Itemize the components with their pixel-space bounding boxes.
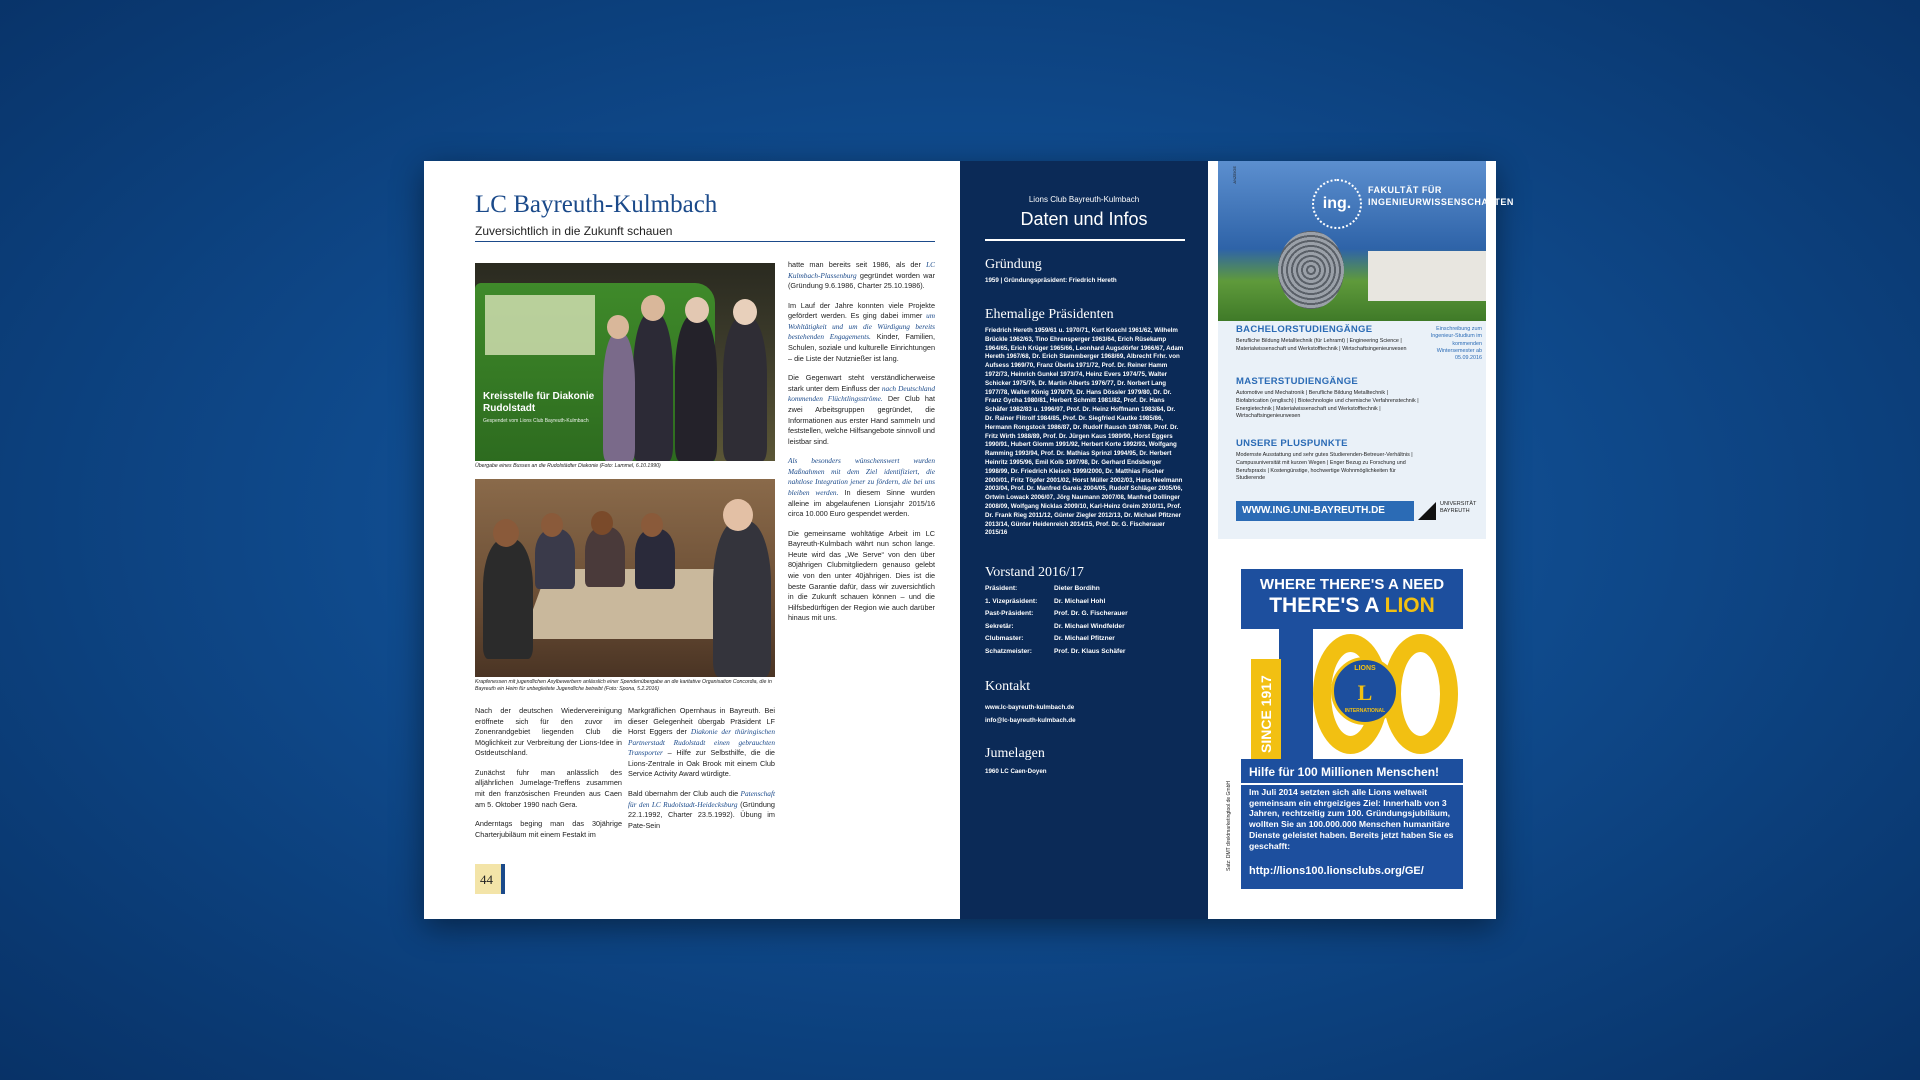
vorstand-list: [985, 585, 1185, 660]
university-logo-icon: [1418, 502, 1436, 520]
university-url-link[interactable]: WWW.ING.UNI-BAYREUTH.DE: [1236, 501, 1414, 521]
lions-ad-headline-2: THERE'S A LION: [1269, 594, 1435, 617]
ing-logo-icon: ing.: [1312, 179, 1362, 229]
master-text: Automotive und Mechatronik | Berufliche Bildung Metalltechnik | Biofabrication (englisch) | Biotechnologie und chemische Verfahrenstechnik | Energietechnik | Materialwissenschaft und Werkstofftechnik | Wirtschaftsingenieurwesen: [1236, 390, 1419, 420]
title-divider: [475, 241, 935, 242]
article-title: LC Bayreuth-Kulmbach: [475, 191, 718, 218]
photo-caption-2: Krapfenessen mit jugendlichen Asylbewerbern anlässlich einer Spendenübergabe an die karitative Organisation Concordia, die in Bayreuth ein Heim für unbegleitete Jugendliche betreibt (Foto: Spona, 5.2.2016): [475, 679, 772, 692]
vorstand-row: Sekretär: Dr. Michael Windfelder: [985, 622, 1125, 630]
vorstand-heading: Vorstand 2016/17: [985, 565, 1084, 580]
kontakt-email-link[interactable]: info@lc-bayreuth-kulmbach.de: [985, 717, 1076, 724]
pluspunkte-heading: UNSERE PLUSPUNKTE: [1236, 438, 1348, 449]
info-title-rule: [985, 239, 1185, 241]
vorstand-row: Präsident: Dieter Bordihn: [985, 585, 1100, 592]
article-subtitle: Zuversichtlich in die Zukunft schauen: [475, 224, 673, 238]
vorstand-row: Clubmaster: Dr. Michael Pfitzner: [985, 635, 1115, 642]
campus-photo: [1218, 161, 1514, 321]
page-number: 44: [475, 864, 501, 894]
praesidenten-text: Friedrich Hereth 1959/61 u. 1970/71, Kurt Koschl 1961/62, Wilhelm Brückle 1962/63, Tino Ehrensperger 1963/64, Erich Rüsekamp 1964/65, Erich Krüger 1965/66, Leonhard Augsdörfer 1966/67, Adam Hereth 1967/68, Dr. Erich Stammberger 1968/69, Albrecht Frhr. von Aufsess 1969/70, Franz Überla 1971/72, Prof. Dr. Reiner Hamm 1972/73, Heinrich Gunkel 1973/74, Heinz Evers 1974/75, Walter Schicker 1975/76, Dr. Martin Alberts 1976/77, Dr. Norbert Lang 1977/78, Walter König 1978/79, Dr. Hans Dössler 1979/80, Dr. Dr. Franz Gycha 1980/81, Herbert Schmitt 1981/82, Prof. Dr. Hans Schäfer 1982/83 u. 1996/97, Prof. Dr. Heinz Hoffmann 1983/84, Dr. Dr. Rainer Flitrolf 1984/85, Prof. Dr. Siegfried Kautke 1985/86, Hermann Rongstock 1986/87, Dr. Rudolf Rausch 1987/88, Prof. Dr. Fritz Wirth 1988/89, Prof. Dr. Jürgen Kaus 1989/90, Horst Eggers 1990/91, Hubert Glomm 1991/92, Herbert Korte 1992/93, Wolfgang Ramming 1993/94, Prof. Dr. Mathias Sprinzl 1994/95, Dr. Herbert Heinritz 1995/96, Emil Kolb 1997/98, Dr. Gerhard Endsberger 1998/99, Dr. Friedrich Kleisch 1999/2000, Dr. Matthias Fischer 2000/01, Fritz Töpfer 2001/02, Horst Müller 2002/03, Hans Neelmann 2003/04, Prof. Dr. Manfred Gareis 2004/05, Rudolf Schläger 2005/06, Ortwin Lowack 2006/07, Jörg Naumann 2007/08, Manfred Dollinger 2008/09, Wolfgang Nicklas 2009/10, Karl-Heinz Greim 2010/11, Prof. Dr. Frank Rieg 2011/12, Günter Ziegler 2012/13, Dr. Michael Pfitzner 2013/14, Günter Heidenreich 2014/15, Prof. Dr. G. Fischerauer 2015/16: [985, 327, 1184, 537]
campus-sculpture: [1278, 231, 1344, 309]
ad-label: ANZEIGE: [1232, 166, 1237, 184]
gruendung-text: 1959 | Gründungspräsident: Friedrich Hereth: [985, 277, 1117, 284]
kontakt-heading: Kontakt: [985, 679, 1031, 694]
vorstand-row: Past-Präsident: Prof. Dr. G. Fischerauer: [985, 610, 1128, 617]
lions-ad-body: Im Juli 2014 setzten sich alle Lions weltweit gemeinsam ein ehrgeiziges Ziel: Innerhalb von 3 Jahren, rechtzeitig zum 100. Gründungsjubiläum, wollten Sie an 100.000.000 Menschen humanitäre Dienste geleistet haben. Bereits jetzt haben Sie es geschafft:: [1249, 787, 1454, 851]
bachelor-heading: BACHELORSTUDIENGÄNGE: [1236, 324, 1373, 335]
vorstand-row: Schatzmeister: Prof. Dr. Klaus Schäfer: [985, 647, 1126, 655]
photo-caption-1: Übergabe eines Busses an die Rudolstädter Diakonie (Foto: Lammel, 6.10.1990): [475, 463, 661, 469]
info-title: Daten und Infos: [1020, 209, 1148, 229]
digit-one-shape: [1279, 629, 1313, 759]
gruendung-heading: Gründung: [985, 257, 1042, 272]
lions-emblem-icon: LIONS L INTERNATIONAL: [1331, 657, 1399, 725]
magazine-spread: [424, 161, 1514, 919]
since-label: SINCE 1917: [1258, 675, 1274, 753]
jumelagen-text: 1960 LC Caen-Doyen: [985, 768, 1047, 775]
vorstand-row: 1. Vizepräsident: Dr. Michael Hohl: [985, 597, 1106, 605]
lions-ad-rule: [1241, 783, 1463, 785]
print-credit: Satz: DMT direktmarketingtool.de GmbH: [1226, 781, 1232, 871]
faculty-name: FAKULTÄT FÜR INGENIEURWISSENSCHAFTEN: [1368, 185, 1514, 207]
article-page: [424, 161, 960, 919]
campus-building: [1368, 251, 1486, 301]
article-column-2: Markgräflichen Opernhaus in Bayreuth. Bei dieser Gelegenheit übergab Präsident LF Horst Eggers der Diakonie der thüringischen Partnerstadt Rudolstadt einen gebrauchten Transporter – Hilfe zur Selbsthilfe, die die Lions-Zentrale in Oak Brook mit einem Club Service Activity Award würdigte. Bald übernahm der Club auch die Patenschaft für den LC Rudolstadt-Heidecksburg (Gründung 22.1.1992, Charter 23.5.1992). Übung im Pate-Sein: [628, 706, 775, 830]
kontakt-website-link[interactable]: www.lc-bayreuth-kulmbach.de: [985, 704, 1075, 711]
university-ad: [1218, 161, 1514, 539]
jumelagen-heading: Jumelagen: [985, 746, 1045, 761]
article-column-3: hatte man bereits seit 1986, als der LC Kulmbach-Plassenburg gegründet worden war (Gründung 9.6.1986, Charter 25.10.1986). Im Lauf der Jahre konnten viele Projekte gefördert werden. Es ging dabei immer um Wohltätigkeit und um die Würdigung bereits bestehenden Engagements. Kinder, Familien, Schulen, soziale und kulturelle Einrichtungen – die Liste der Nutznießer ist lang. Die Gegenwart steht verständlicherweise stark unter dem Einfluss der nach Deutschland kommenden Flüchtlingsströme. Der Club hat zwei Arbeitsgruppen gegründet, die Informationen aus erster Hand sammeln und feststellen, welche Hilfsangebote sinnvoll und leistbar sind. Als besonders wünschenswert wurden Maßnahmen mit dem Ziel identifiziert, die nahtlose Integration jener zu fördern, die bei uns bleiben werden. In diesem Sinne wurden alleine im abgelaufenen Lionsjahr 2015/16 circa 10.000 Euro gespendet werden. Die gemeinsame wohltätige Arbeit im LC Bayreuth-Kulmbach währt nun schon lange. Heute wird das „We Serve“ von den über 80jährigen Clubmitgliedern genauso gelebt wie von den unter 40jährigen. Dies ist die beste Garantie dafür, dass wir zuversichtlich in die Zukunft schauen können – und die Hilfsbedürftigen der Region wie auch darüber hinaus mit uns.: [788, 260, 936, 623]
ads-page: [1208, 161, 1514, 919]
university-logo: UNIVERSITÄT BAYREUTH: [1418, 501, 1490, 521]
bachelor-text: Berufliche Bildung Metalltechnik (für Lehramt) | Engineering Science | Materialwissenschaft und Werkstofftechnik | Wirtschaftsingenieurwesen: [1236, 338, 1407, 352]
info-kicker: Lions Club Bayreuth-Kulmbach: [1028, 195, 1140, 204]
pluspunkte-text: Modernste Ausstattung und sehr gutes Studierenden-Betreuer-Verhältnis | Campusuniversität mit kurzen Wegen | Enger Bezug zu Forschung und Berufspraxis | Kostengünstige, hochwertige Wohnmöglichkeiten für Studierende: [1236, 452, 1413, 482]
bus-label: Kreisstelle für Diakonie Rudolstadt: [483, 391, 595, 414]
enrollment-note: Einschreibung zum Ingenieur-Studium im kommenden Wintersemester ab 05.09.2016: [1430, 326, 1482, 362]
bus-small-label: Gespendet vom Lions Club Bayreuth-Kulmbach: [483, 418, 589, 424]
lions-ad: [1241, 569, 1463, 889]
lions-ad-url-link[interactable]: http://lions100.lionsclubs.org/GE/: [1249, 865, 1424, 877]
dinner-photo: [475, 479, 775, 677]
master-heading: MASTERSTUDIENGÄNGE: [1236, 376, 1359, 387]
lions-ad-subheading: Hilfe für 100 Millionen Menschen!: [1249, 765, 1440, 779]
bus-photo: [475, 263, 775, 461]
article-column-1: Nach der deutschen Wiedervereinigung eröffnete sich für den zuvor im Zonenrandgebiet liegenden Club die Möglichkeit zur Verbreitung der Lions-Idee in Ostdeutschland. Zunächst fuhr man anlässlich des alljährlichen Jumelage-Treffens zusammen mit den französischen Freunden aus Caen am 5. Oktober 1990 nach Gera. Anderntags beging man das 30jährige Charterjubiläum mit einem Festakt im: [475, 706, 622, 839]
info-page: [960, 161, 1208, 919]
lions-ad-headline-1: WHERE THERE'S A NEED: [1259, 576, 1445, 593]
page-number-bar: [501, 864, 505, 894]
praesidenten-heading: Ehemalige Präsidenten: [985, 307, 1114, 322]
